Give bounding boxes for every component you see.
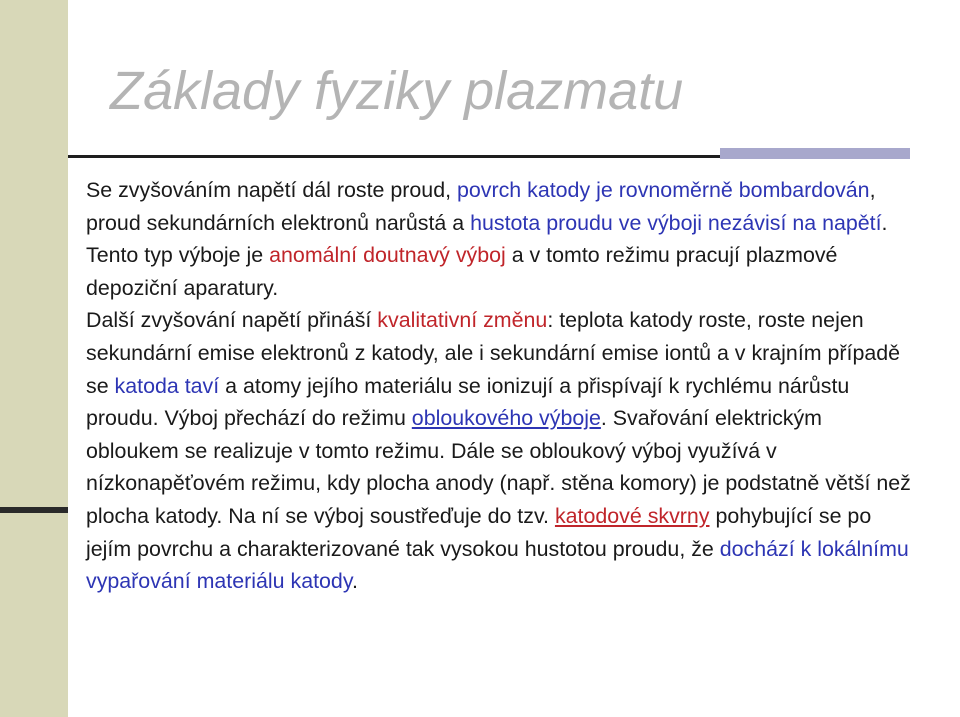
slide-body	[86, 174, 916, 598]
highlight-segment: hustota proudu ve výboji nezávisí na napětí	[470, 210, 882, 235]
left-decorative-band	[0, 0, 68, 717]
text-segment: , proud sekundárních elektronů narůstá a	[86, 178, 876, 235]
text-segment: .	[351, 569, 358, 594]
left-decorative-tick	[0, 507, 68, 513]
text-segment: a atomy jejího materiálu se ionizují a přispívají k rychlému nárůstu proudu. Výboj přechází do režimu	[86, 373, 850, 431]
highlight-segment: povrch katody je rovnoměrně bombardován	[456, 178, 870, 202]
highlight-segment: kvalitativní změnu	[377, 308, 548, 333]
text-segment: . Tento typ výboje je	[86, 210, 888, 268]
text-segment: . Svařování elektrickým obloukem se realizuje v tomto režimu. Dále se obloukový výboj využívá v nízkonapěťovém režimu, kdy plocha anody (např. stěna komory) je podstatně větší než plocha katody. Na ní se výboj soustřeďuje do tzv.	[86, 406, 911, 528]
slide-title: Základy fyziky plazmatu	[110, 61, 684, 121]
text-segment: pohybující se po jejím povrchu a charakterizované tak vysokou hustotou proudu, že	[86, 503, 872, 561]
title-accent-block	[720, 148, 910, 159]
highlight-segment: katoda taví	[114, 373, 220, 398]
paragraph-1	[86, 174, 916, 304]
text-segment: : teplota katody roste, roste nejen sekundární emise elektronů z katody, ale i sekundární emise iontů a v krajním případě se	[86, 308, 901, 398]
text-segment: Další zvyšování napětí přináší	[86, 308, 378, 333]
text-segment: a v tomto režimu pracují plazmové depoziční aparatury.	[86, 243, 838, 300]
highlight-segment: dochází k lokálnímu vypařování materiálu katody	[86, 536, 909, 594]
katodove-skvrny-link[interactable]: katodové skvrny	[554, 503, 710, 528]
obloukovy-vyboj-link[interactable]: obloukového výboje	[411, 406, 601, 431]
paragraph-2	[86, 304, 916, 597]
text-segment: Se zvyšováním napětí dál roste proud,	[86, 178, 457, 202]
highlight-segment: anomální doutnavý výboj	[269, 243, 506, 268]
